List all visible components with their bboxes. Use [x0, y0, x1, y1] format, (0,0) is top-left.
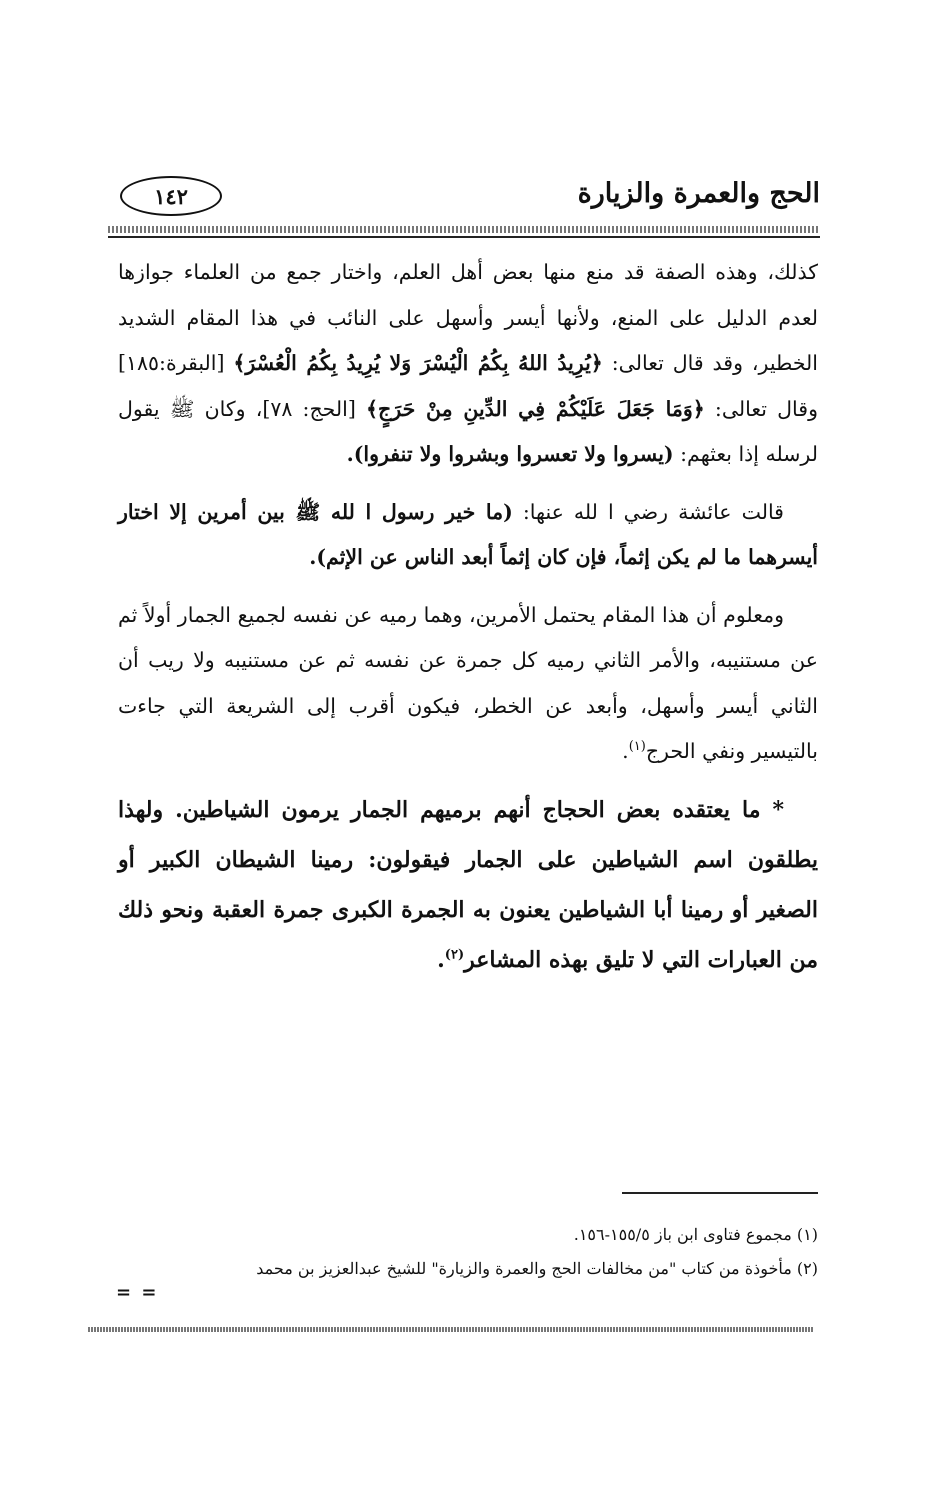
footnote-1: (١) مجموع فتاوى ابن باز ١٥٥/٥-١٥٦. — [573, 1225, 818, 1244]
continuation-mark: = = — [116, 1282, 159, 1303]
quran-verse-1: ﴿يُرِيدُ اللهُ بِكُمُ الْيُسْرَ وَلا يُرِيدُ بِكُمُ الْعُسْرَ﴾ — [233, 351, 603, 375]
hadith-quote-1: (يسروا ولا تعسروا وبشروا ولا تنفروا). — [346, 442, 674, 466]
footnote-separator — [622, 1192, 818, 1194]
hadith-quote-2: (ما خير رسول ا لله ﷺ بين أمرين إلا اختار أيسرهما ما لم يكن إثماً، فإن كان إثماً أبعد الناس عن الإثم). — [118, 499, 818, 569]
footnotes — [124, 1218, 818, 1286]
quran-verse-2: ﴿وَمَا جَعَلَ عَلَيْكُمْ فِي الدِّينِ مِنْ حَرَجٍ﴾ — [366, 396, 705, 421]
paragraph-4: * ما يعتقده بعض الحجاج أنهم برميهم الجمار يرمون الشياطين. ولهذا يطلقون اسم الشياطين على الجمار فيقولون: رمينا الشيطان الكبير أو الصغير أو رمينا أبا الشياطين يعنون به الجمرة الكبرى جمرة العقبة ونحو ذلك من العبارات التي لا تليق بهذه المشاعر$^{(٢)}$. — [118, 796, 818, 973]
footnote-2: (٢) مأخوذة من كتاب "من مخالفات الحج والعمرة والزيارة" للشيخ عبدالعزيز بن محمد — [256, 1259, 818, 1278]
running-title: الحج والعمرة والزيارة — [577, 178, 820, 209]
footnote-ref-1: (١) — [628, 739, 646, 755]
main-text — [118, 250, 818, 985]
paragraph-3: ومعلوم أن هذا المقام يحتمل الأمرين، وهما رميه عن نفسه لجميع الجمار أولاً ثم عن مستنيبه، والأمر الثاني رميه كل جمرة عن نفسه ثم عن مستنيبه ولا ريب أن الثاني أيسر وأسهل، وأبعد عن الخطر، فيكون أقرب إلى الشريعة التي جاءت بالتيسير ونفي الحرج$^{(١)}$. — [118, 602, 818, 763]
page-number-badge: ١٤٢ — [120, 176, 222, 216]
paragraph-1: كذلك، وهذه الصفة قد منع منها بعض أهل العلم، واختار جمع من العلماء جوازها لعدم الدليل على المنع، ولأنها أيسر وأسهل على النائب في هذا المقام الشديد الخطير، وقد قال تعالى: ﴿يُرِيدُ اللهُ بِكُمُ الْيُسْرَ وَلا يُرِيدُ بِكُمُ الْعُسْرَ﴾ [البقرة:١٨٥] وقال تعالى: ﴿وَمَا جَعَلَ عَلَيْكُمْ فِي الدِّينِ مِنْ حَرَجٍ﴾ [الحج: ٧٨]، وكان ﷺ يقول لرسله إذا بعثهم: (يسروا ولا تعسروا وبشروا ولا تنفروا). — [118, 260, 818, 466]
paragraph-2: قالت عائشة رضي ا لله عنها: (ما خير رسول ا لله ﷺ بين أمرين إلا اختار أيسرهما ما لم يكن إثماً، فإن كان إثماً أبعد الناس عن الإثم). — [118, 499, 818, 569]
header-rule — [108, 236, 820, 238]
footnote-ref-2: (٢) — [444, 947, 465, 963]
footer-dotted-rule — [88, 1327, 814, 1332]
header-dotted-rule — [108, 226, 820, 233]
